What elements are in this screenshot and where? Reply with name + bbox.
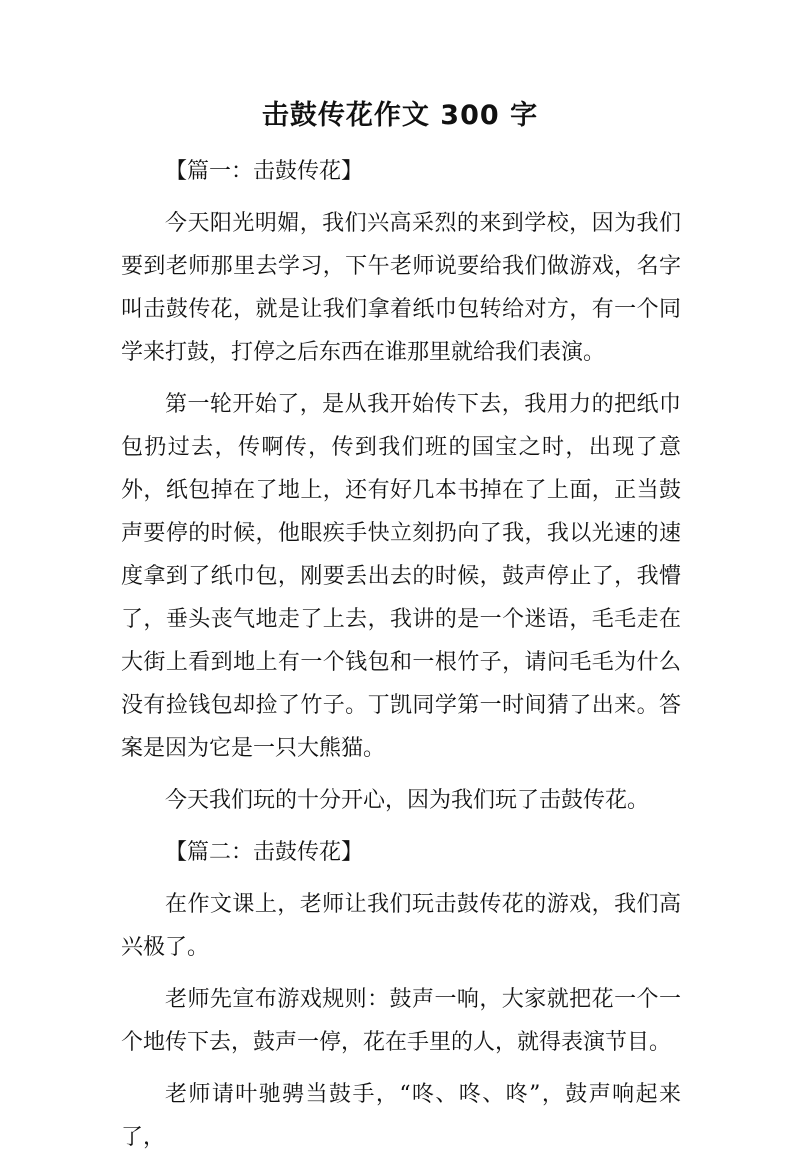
document-title: 击鼓传花作文 300 字 bbox=[261, 100, 539, 131]
paragraph: 第一轮开始了，是从我开始传下去，我用力的把纸巾包扔过去，传啊传，传到我们班的国宝之时，出现了意外，纸包掉在了地上，还有好几本书掉在了上面，正当鼓声要停的时候，他眼疾手快立刻扔向了我，我以光速的速度拿到了纸巾包，刚要丢出去的时候，鼓声停止了，我懵了，垂头丧气地走了上去，我讲的是一个迷语，毛毛走在大街上看到地上有一个钱包和一根竹子，请问毛毛为什么没有捡钱包却捡了竹子。丁凯同学第一时间猜了出来。答案是因为它是一只大熊猫。 bbox=[121, 392, 681, 761]
paragraph: 老师先宣布游戏规则：鼓声一响，大家就把花一个一个地传下去，鼓声一停，花在手里的人，就得表演节目。 bbox=[121, 987, 681, 1055]
document-body bbox=[121, 150, 681, 1168]
paragraph: 今天阳光明媚，我们兴高采烈的来到学校，因为我们要到老师那里去学习，下午老师说要给我们做游戏，名字叫击鼓传花，就是让我们拿着纸巾包转给对方，有一个同学来打鼓，打停之后东西在谁那里就给我们表演。 bbox=[121, 211, 681, 365]
paragraph: 今天我们玩的十分开心，因为我们玩了击鼓传花。 bbox=[165, 788, 650, 813]
section-heading-2: 【篇二：击鼓传花】 bbox=[165, 840, 364, 865]
paragraph: 老师请叶驰骋当鼓手，“咚、咚、咚”，鼓声响起来了， bbox=[121, 1082, 681, 1150]
section-heading-1: 【篇一：击鼓传花】 bbox=[165, 159, 364, 184]
paragraph: 在作文课上，老师让我们玩击鼓传花的游戏，我们高兴极了。 bbox=[121, 892, 681, 960]
